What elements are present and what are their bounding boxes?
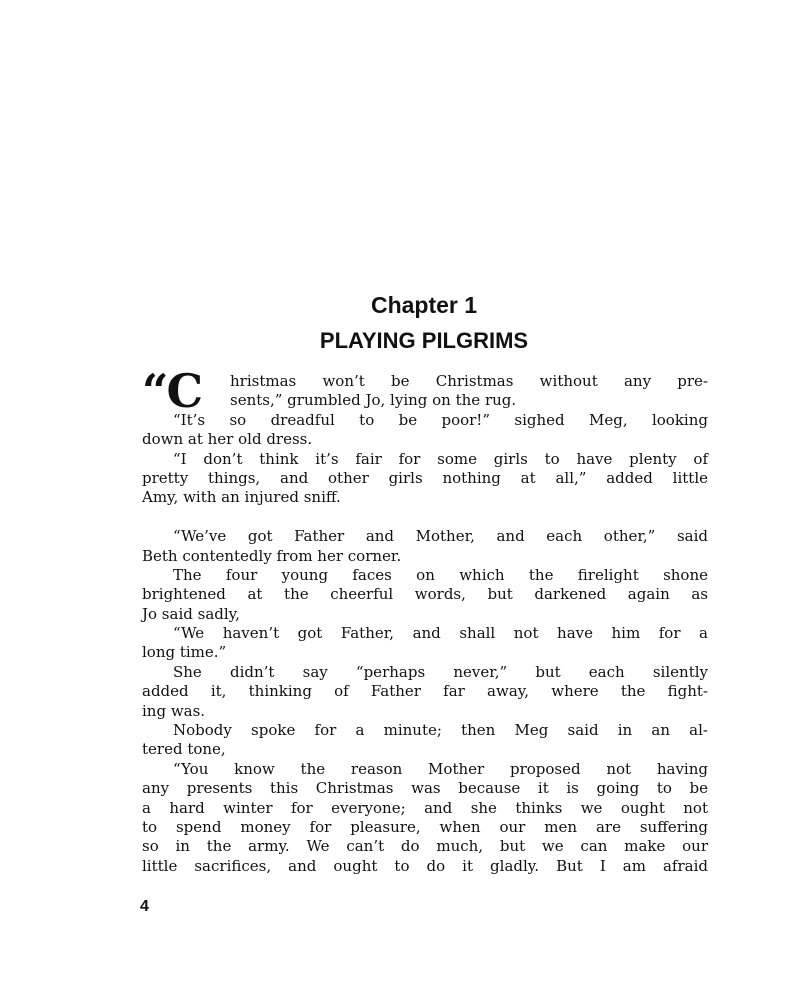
- text-line-content: hristmas won’t be Christmas without any pre-: [230, 372, 708, 390]
- text-line: Nobody spoke for a minute; then Meg said in an al-: [173, 721, 708, 740]
- text-line: brightened at the cheerful words, but darkened again as: [142, 585, 708, 604]
- chapter-number: Chapter 1: [370, 292, 478, 318]
- text-line: The four young faces on which the firelight shone: [173, 565, 708, 584]
- text-line: tered tone,: [142, 740, 226, 759]
- text-line: sents,” grumbled Jo, lying on the rug.: [230, 391, 517, 410]
- text-line: She didn’t say “perhaps never,” but each silently: [173, 662, 708, 681]
- text-line: Jo said sadly,: [142, 604, 240, 623]
- text-line: “It’s so dreadful to be poor!” sighed Meg, looking: [173, 410, 708, 429]
- text-line: little sacrifices, and ought to do it gladly. But I am afraid: [142, 856, 708, 875]
- drop-cap: “C: [142, 364, 202, 418]
- text-line: down at her old dress.: [142, 430, 313, 449]
- text-line: Beth contentedly from her corner.: [142, 546, 402, 565]
- text-line: “I don’t think it’s fair for some girls to have plenty of: [173, 449, 708, 468]
- text-line: added it, thinking of Father far away, where the fight-: [142, 682, 708, 701]
- body-text: [142, 364, 708, 876]
- text-line: long time.”: [142, 643, 227, 662]
- text-line: a hard winter for everyone; and she thinks we ought not: [142, 798, 708, 817]
- text-line: “We haven’t got Father, and shall not have him for a: [173, 624, 708, 643]
- paragraph-gap: [142, 508, 708, 527]
- text-line: “We’ve got Father and Mother, and each other,” said: [173, 527, 708, 546]
- text-line: to spend money for pleasure, when our men are suffering: [142, 817, 708, 836]
- text-line: any presents this Christmas was because it is going to be: [142, 779, 708, 798]
- text-line: so in the army. We can’t do much, but we can make our: [142, 837, 708, 856]
- text-line: Amy, with an injured sniff.: [142, 488, 341, 507]
- text-line: “You know the reason Mother proposed not having: [173, 759, 708, 778]
- text-line: ing was.: [142, 701, 206, 720]
- chapter-title: PLAYING PILGRIMS: [319, 328, 529, 353]
- text-line: pretty things, and other girls nothing at all,” added little: [142, 468, 708, 487]
- page-number: 4: [140, 898, 149, 915]
